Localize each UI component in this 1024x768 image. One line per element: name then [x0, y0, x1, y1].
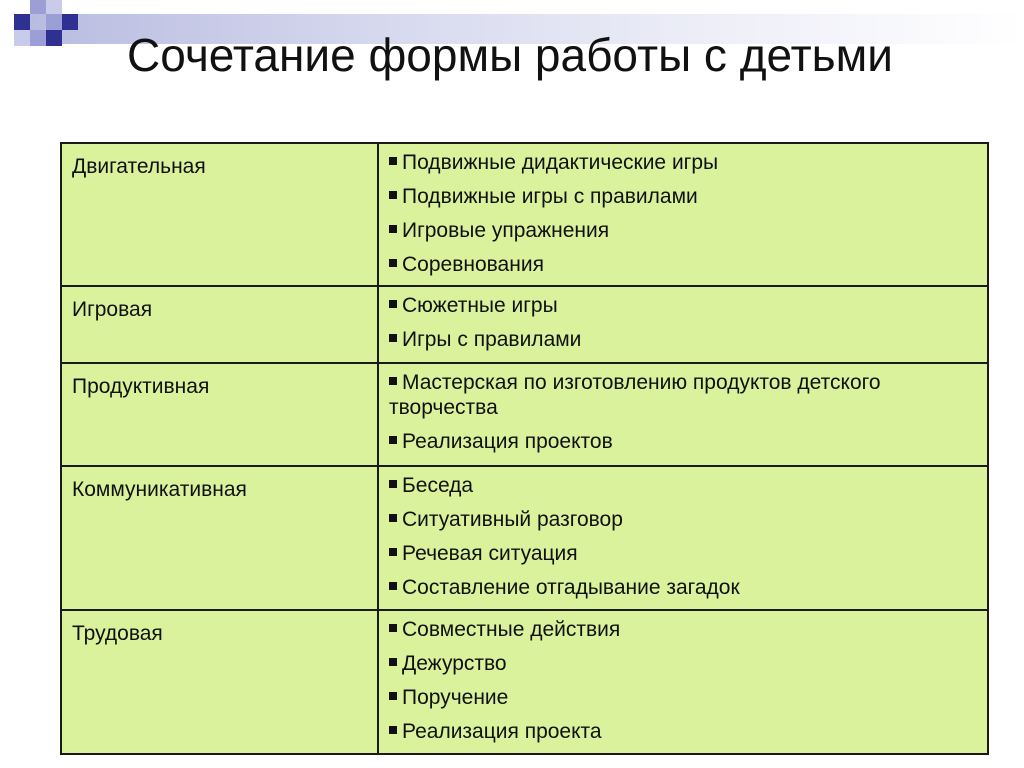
- square-bullet-icon: [389, 658, 397, 666]
- list-item: Речевая ситуация: [389, 541, 977, 566]
- list-item: Ситуативный разговор: [389, 507, 977, 532]
- decor-square-icon: [14, 30, 30, 46]
- square-bullet-icon: [389, 514, 397, 522]
- square-bullet-icon: [389, 334, 397, 342]
- activity-list: [389, 370, 977, 454]
- list-item: Реализация проекта: [389, 719, 977, 744]
- square-bullet-icon: [389, 259, 397, 267]
- activity-list: [389, 150, 977, 277]
- form-name-cell: Двигательная: [61, 143, 378, 286]
- slide-title: Сочетание формы работы с детьми: [127, 29, 893, 81]
- list-item: Совместные действия: [389, 617, 977, 642]
- decor-square-icon: [30, 0, 46, 14]
- form-name-cell: Коммуникативная: [61, 466, 378, 610]
- forms-table: [60, 142, 989, 755]
- square-bullet-icon: [389, 191, 397, 199]
- list-item: Беседа: [389, 473, 977, 498]
- table-row: [61, 286, 988, 363]
- square-bullet-icon: [389, 157, 397, 165]
- list-item: Подвижные игры с правилами: [389, 184, 977, 209]
- decor-square-icon: [46, 0, 62, 14]
- decor-square-icon: [46, 14, 62, 30]
- list-item: Соревнования: [389, 252, 977, 277]
- list-item: Поручение: [389, 685, 977, 710]
- list-item: Игры с правилами: [389, 327, 977, 352]
- form-name-cell: Продуктивная: [61, 363, 378, 466]
- decor-square-icon: [30, 30, 46, 46]
- form-name-cell: Игровая: [61, 286, 378, 363]
- square-bullet-icon: [389, 436, 397, 444]
- decor-square-icon: [46, 30, 62, 46]
- list-item: Реализация проектов: [389, 429, 977, 454]
- square-bullet-icon: [389, 624, 397, 632]
- table-row: [61, 143, 988, 286]
- square-bullet-icon: [389, 225, 397, 233]
- activity-cell: [378, 286, 988, 363]
- square-bullet-icon: [389, 548, 397, 556]
- list-item: Подвижные дидактические игры: [389, 150, 977, 175]
- activity-list: [389, 293, 977, 352]
- activity-list: [389, 473, 977, 600]
- activity-cell: [378, 466, 988, 610]
- square-bullet-icon: [389, 480, 397, 488]
- square-bullet-icon: [389, 726, 397, 734]
- list-item: Дежурство: [389, 651, 977, 676]
- list-item: Составление отгадывание загадок: [389, 575, 977, 600]
- decor-square-icon: [14, 14, 30, 30]
- form-name-cell: Трудовая: [61, 610, 378, 754]
- square-bullet-icon: [389, 377, 397, 385]
- square-bullet-icon: [389, 692, 397, 700]
- activity-cell: [378, 143, 988, 286]
- activity-cell: [378, 610, 988, 754]
- list-item: Игровые упражнения: [389, 218, 977, 243]
- table-row: [61, 610, 988, 754]
- list-item: Сюжетные игры: [389, 293, 977, 318]
- activity-list: [389, 617, 977, 744]
- decor-square-icon: [62, 14, 78, 30]
- list-item: Мастерская по изготовлению продуктов детского творчества: [389, 371, 881, 419]
- activity-cell: [378, 363, 988, 466]
- square-bullet-icon: [389, 582, 397, 590]
- table-row: [61, 466, 988, 610]
- table-row: [61, 363, 988, 466]
- square-bullet-icon: [389, 300, 397, 308]
